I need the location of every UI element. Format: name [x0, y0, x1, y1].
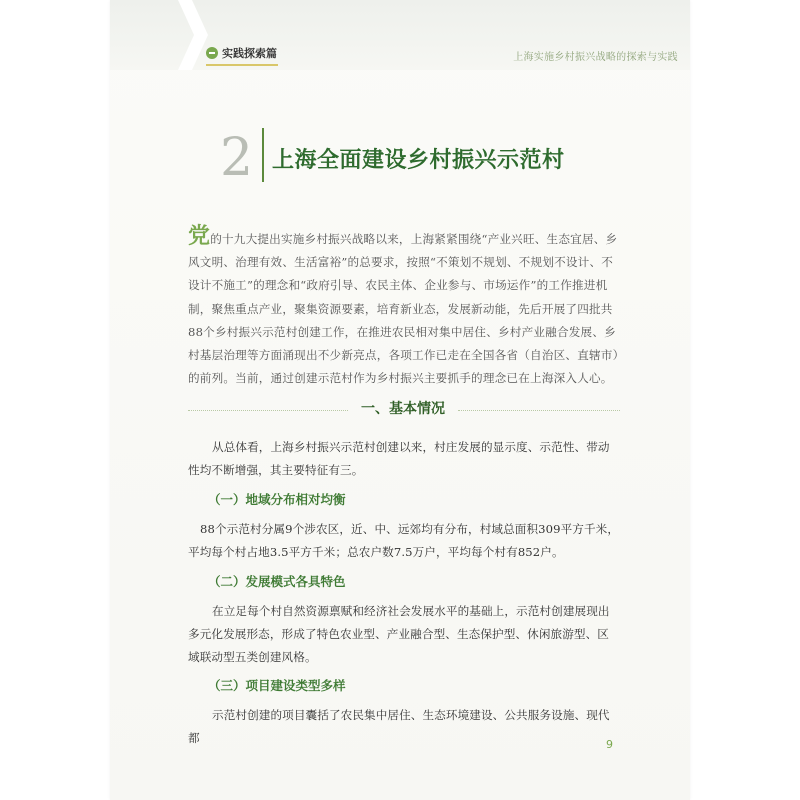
- section-title: 一、基本情况: [361, 401, 445, 417]
- subheading-distribution: （一）地域分布相对均衡: [208, 492, 346, 507]
- running-title: [513, 48, 678, 63]
- subheading-projects: （三）项目建设类型多样: [208, 678, 346, 693]
- section-rule-left: [188, 410, 348, 411]
- paragraph-projects: 示范村创建的项目囊括了农民集中居住、生态环境建设、公共服务设施、现代都: [188, 708, 610, 746]
- chapter-divider: [262, 128, 264, 182]
- subheading-modes: （二）发展模式各具特色: [208, 574, 346, 589]
- running-title-text: 上海实施乡村振兴战略的探索与实践: [513, 52, 678, 63]
- page-number: 9: [606, 738, 613, 751]
- section-rule-right: [458, 410, 620, 411]
- paragraph-modes: 在立足每个村自然资源禀赋和经济社会发展水平的基础上，示范村创建展现出多元化发展形态，形成了特色农业型、产业融合型、生态保护型、休闲旅游型、区域联动型五类创建风格。: [188, 604, 610, 665]
- header-underline: [206, 64, 278, 66]
- paragraph-overview: 从总体看，上海乡村振兴示范村创建以来，村庄发展的显示度、示范性、带动性均不断增强，其主要特征有三。: [188, 440, 610, 478]
- chapter-title: 上海全面建设乡村振兴示范村: [272, 148, 565, 173]
- badge-dot-icon: [206, 47, 218, 59]
- chapter-number: 2: [220, 128, 254, 188]
- section-badge: [206, 44, 277, 62]
- paragraph-distribution: 88个示范村分属9个涉农区，近、中、远郊均有分布，村域总面积309平方千米，平均每个村占地3.5平方千米；总农户数7.5万户，平均每个村有852户。: [188, 522, 620, 560]
- drop-cap: 党: [188, 223, 211, 249]
- header-chevron-decoration: [178, 0, 208, 70]
- section-label: 实践探索篇: [222, 47, 277, 60]
- intro-text: 的十九大提出实施乡村振兴战略以来，上海紧紧围绕“产业兴旺、生态宜居、乡风文明、治理有效、生活富裕”的总要求，按照“不策划不规划、不规划不设计、不设计不施工”的理念和“政府引导、农民主体、企业参与、市场运作”的工作推进机制，聚焦重点产业，聚集资源要素，培育新业态，发展新动能，先后开展了四批共88个乡村振兴示范村创建工作，在推进农民相对集中居住、乡村产业融合发展、乡村基层治理等方面涌现出不少新亮点，各项工作已走在全国各省（自治区、直辖市）的前列。当前，通过创建示范村作为乡村振兴主要抓手的理念已在上海深入人心。: [188, 232, 619, 386]
- intro-paragraph: [188, 223, 620, 390]
